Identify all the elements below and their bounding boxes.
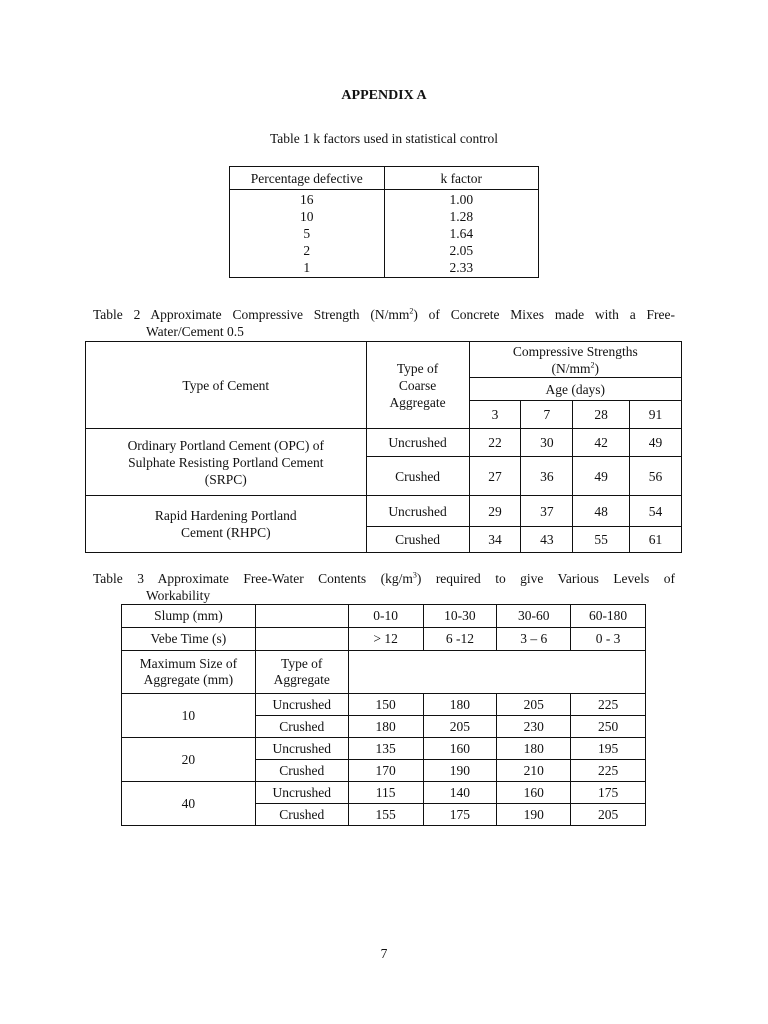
table2-value: 55	[573, 527, 630, 553]
table3-value: 250	[571, 716, 646, 738]
table2-cement-type: Rapid Hardening Portland Cement (RHPC)	[86, 496, 367, 553]
table1-k-factors	[229, 166, 539, 278]
table3-empty-cell	[255, 605, 348, 628]
table2-compressive-strength	[85, 341, 682, 553]
table2-cement-type: Ordinary Portland Cement (OPC) of Sulphate Resisting Portland Cement (SRPC)	[86, 429, 367, 496]
table1-percentage: 5	[303, 226, 311, 241]
table2-age: 3	[469, 401, 521, 429]
table2-value: 37	[521, 496, 573, 527]
table3-vebe: > 12	[348, 628, 423, 651]
table3-slump: 0-10	[348, 605, 423, 628]
table3-size: 10	[122, 694, 256, 738]
table2-value: 22	[469, 429, 521, 457]
table2-value: 48	[573, 496, 630, 527]
table3-size: 40	[122, 782, 256, 826]
table1-k-factor: 2.33	[449, 260, 474, 275]
table3-aggregate: Uncrushed	[255, 782, 348, 804]
table1-k-factor: 2.05	[449, 243, 474, 258]
table3-value: 160	[423, 738, 497, 760]
table3-value: 210	[497, 760, 571, 782]
table3-aggregate: Crushed	[255, 804, 348, 826]
table2-aggregate: Uncrushed	[366, 496, 469, 527]
table3-value: 225	[571, 760, 646, 782]
table1-percentage: 10	[300, 209, 314, 224]
table1-percentage: 1	[303, 260, 311, 275]
table3-value: 140	[423, 782, 497, 804]
table1-percentage: 16	[300, 192, 314, 207]
table3-value: 230	[497, 716, 571, 738]
table3-value: 180	[348, 716, 423, 738]
table2-aggregate: Crushed	[366, 527, 469, 553]
table3-value: 190	[423, 760, 497, 782]
table1-caption: Table 1 k factors used in statistical control	[269, 131, 499, 146]
table3-aggregate: Uncrushed	[255, 738, 348, 760]
table3-value: 225	[571, 694, 646, 716]
table2-header-cement: Type of Cement	[86, 342, 367, 429]
appendix-heading: APPENDIX A	[341, 88, 427, 103]
table2-age: 28	[573, 401, 630, 429]
table2-caption: Table 2 Approximate Compressive Strength $(N/mm^2)$ of Concrete Mixes made with a Free- Water/Cement 0.5	[93, 306, 675, 339]
table2-value: 56	[630, 457, 682, 496]
table3-header-max-size: Maximum Size of Aggregate (mm)	[122, 651, 256, 694]
table3-vebe-label: Vebe Time (s)	[122, 628, 256, 651]
table3-value: 135	[348, 738, 423, 760]
table3-value: 180	[497, 738, 571, 760]
table3-empty-header	[348, 651, 645, 694]
table3-aggregate: Uncrushed	[255, 694, 348, 716]
table3-value: 160	[497, 782, 571, 804]
table3-header-type: Type of Aggregate	[255, 651, 348, 694]
table2-age: 7	[521, 401, 573, 429]
table2-header-age: Age (days)	[469, 378, 681, 401]
table2-value: 27	[469, 457, 521, 496]
table2-age: 91	[630, 401, 682, 429]
table3-slump: 30-60	[497, 605, 571, 628]
table1-header-k-factor: k factor	[384, 167, 539, 190]
table3-value: 205	[497, 694, 571, 716]
table2-aggregate: Crushed	[366, 457, 469, 496]
table1-k-factor: 1.64	[449, 226, 474, 241]
table3-value: 205	[423, 716, 497, 738]
table3-value: 180	[423, 694, 497, 716]
table3-aggregate: Crushed	[255, 716, 348, 738]
table2-value: 29	[469, 496, 521, 527]
table2-header-coarse-aggregate: Type of Coarse Aggregate	[366, 342, 469, 429]
table3-empty-cell	[255, 628, 348, 651]
table3-value: 115	[348, 782, 423, 804]
table3-value: 170	[348, 760, 423, 782]
table3-free-water-contents	[121, 604, 646, 826]
table2-value: 30	[521, 429, 573, 457]
table3-aggregate: Crushed	[255, 760, 348, 782]
table3-value: 190	[497, 804, 571, 826]
table2-value: 54	[630, 496, 682, 527]
table3-value: 175	[571, 782, 646, 804]
table3-slump: 10-30	[423, 605, 497, 628]
table1-percentage: 2	[303, 243, 311, 258]
table1-percentages-cell	[230, 190, 385, 278]
table3-size: 20	[122, 738, 256, 782]
table2-value: 61	[630, 527, 682, 553]
table3-value: 205	[571, 804, 646, 826]
table1-k-factor: 1.28	[449, 209, 474, 224]
table2-value: 42	[573, 429, 630, 457]
table2-aggregate: Uncrushed	[366, 429, 469, 457]
table2-value: 36	[521, 457, 573, 496]
table1-k-factors-cell	[384, 190, 539, 278]
table2-value: 43	[521, 527, 573, 553]
table3-value: 175	[423, 804, 497, 826]
table3-vebe: 3 – 6	[497, 628, 571, 651]
table3-slump: 60-180	[571, 605, 646, 628]
table3-caption: Table 3 Approximate Free-Water Contents $(kg/m^3)$ required to give Various Levels of Workability	[93, 570, 675, 603]
table2-value: 49	[630, 429, 682, 457]
table3-vebe: 6 -12	[423, 628, 497, 651]
table3-value: 150	[348, 694, 423, 716]
table2-header-strengths: Compressive Strengths $(N/mm^2)$	[469, 342, 681, 378]
table3-slump-label: Slump (mm)	[122, 605, 256, 628]
table1-k-factor: 1.00	[449, 192, 474, 207]
table3-value: 195	[571, 738, 646, 760]
page-number: 7	[380, 946, 388, 961]
table2-value: 34	[469, 527, 521, 553]
table3-vebe: 0 - 3	[571, 628, 646, 651]
table2-value: 49	[573, 457, 630, 496]
table1-header-percentage: Percentage defective	[230, 167, 385, 190]
table3-value: 155	[348, 804, 423, 826]
